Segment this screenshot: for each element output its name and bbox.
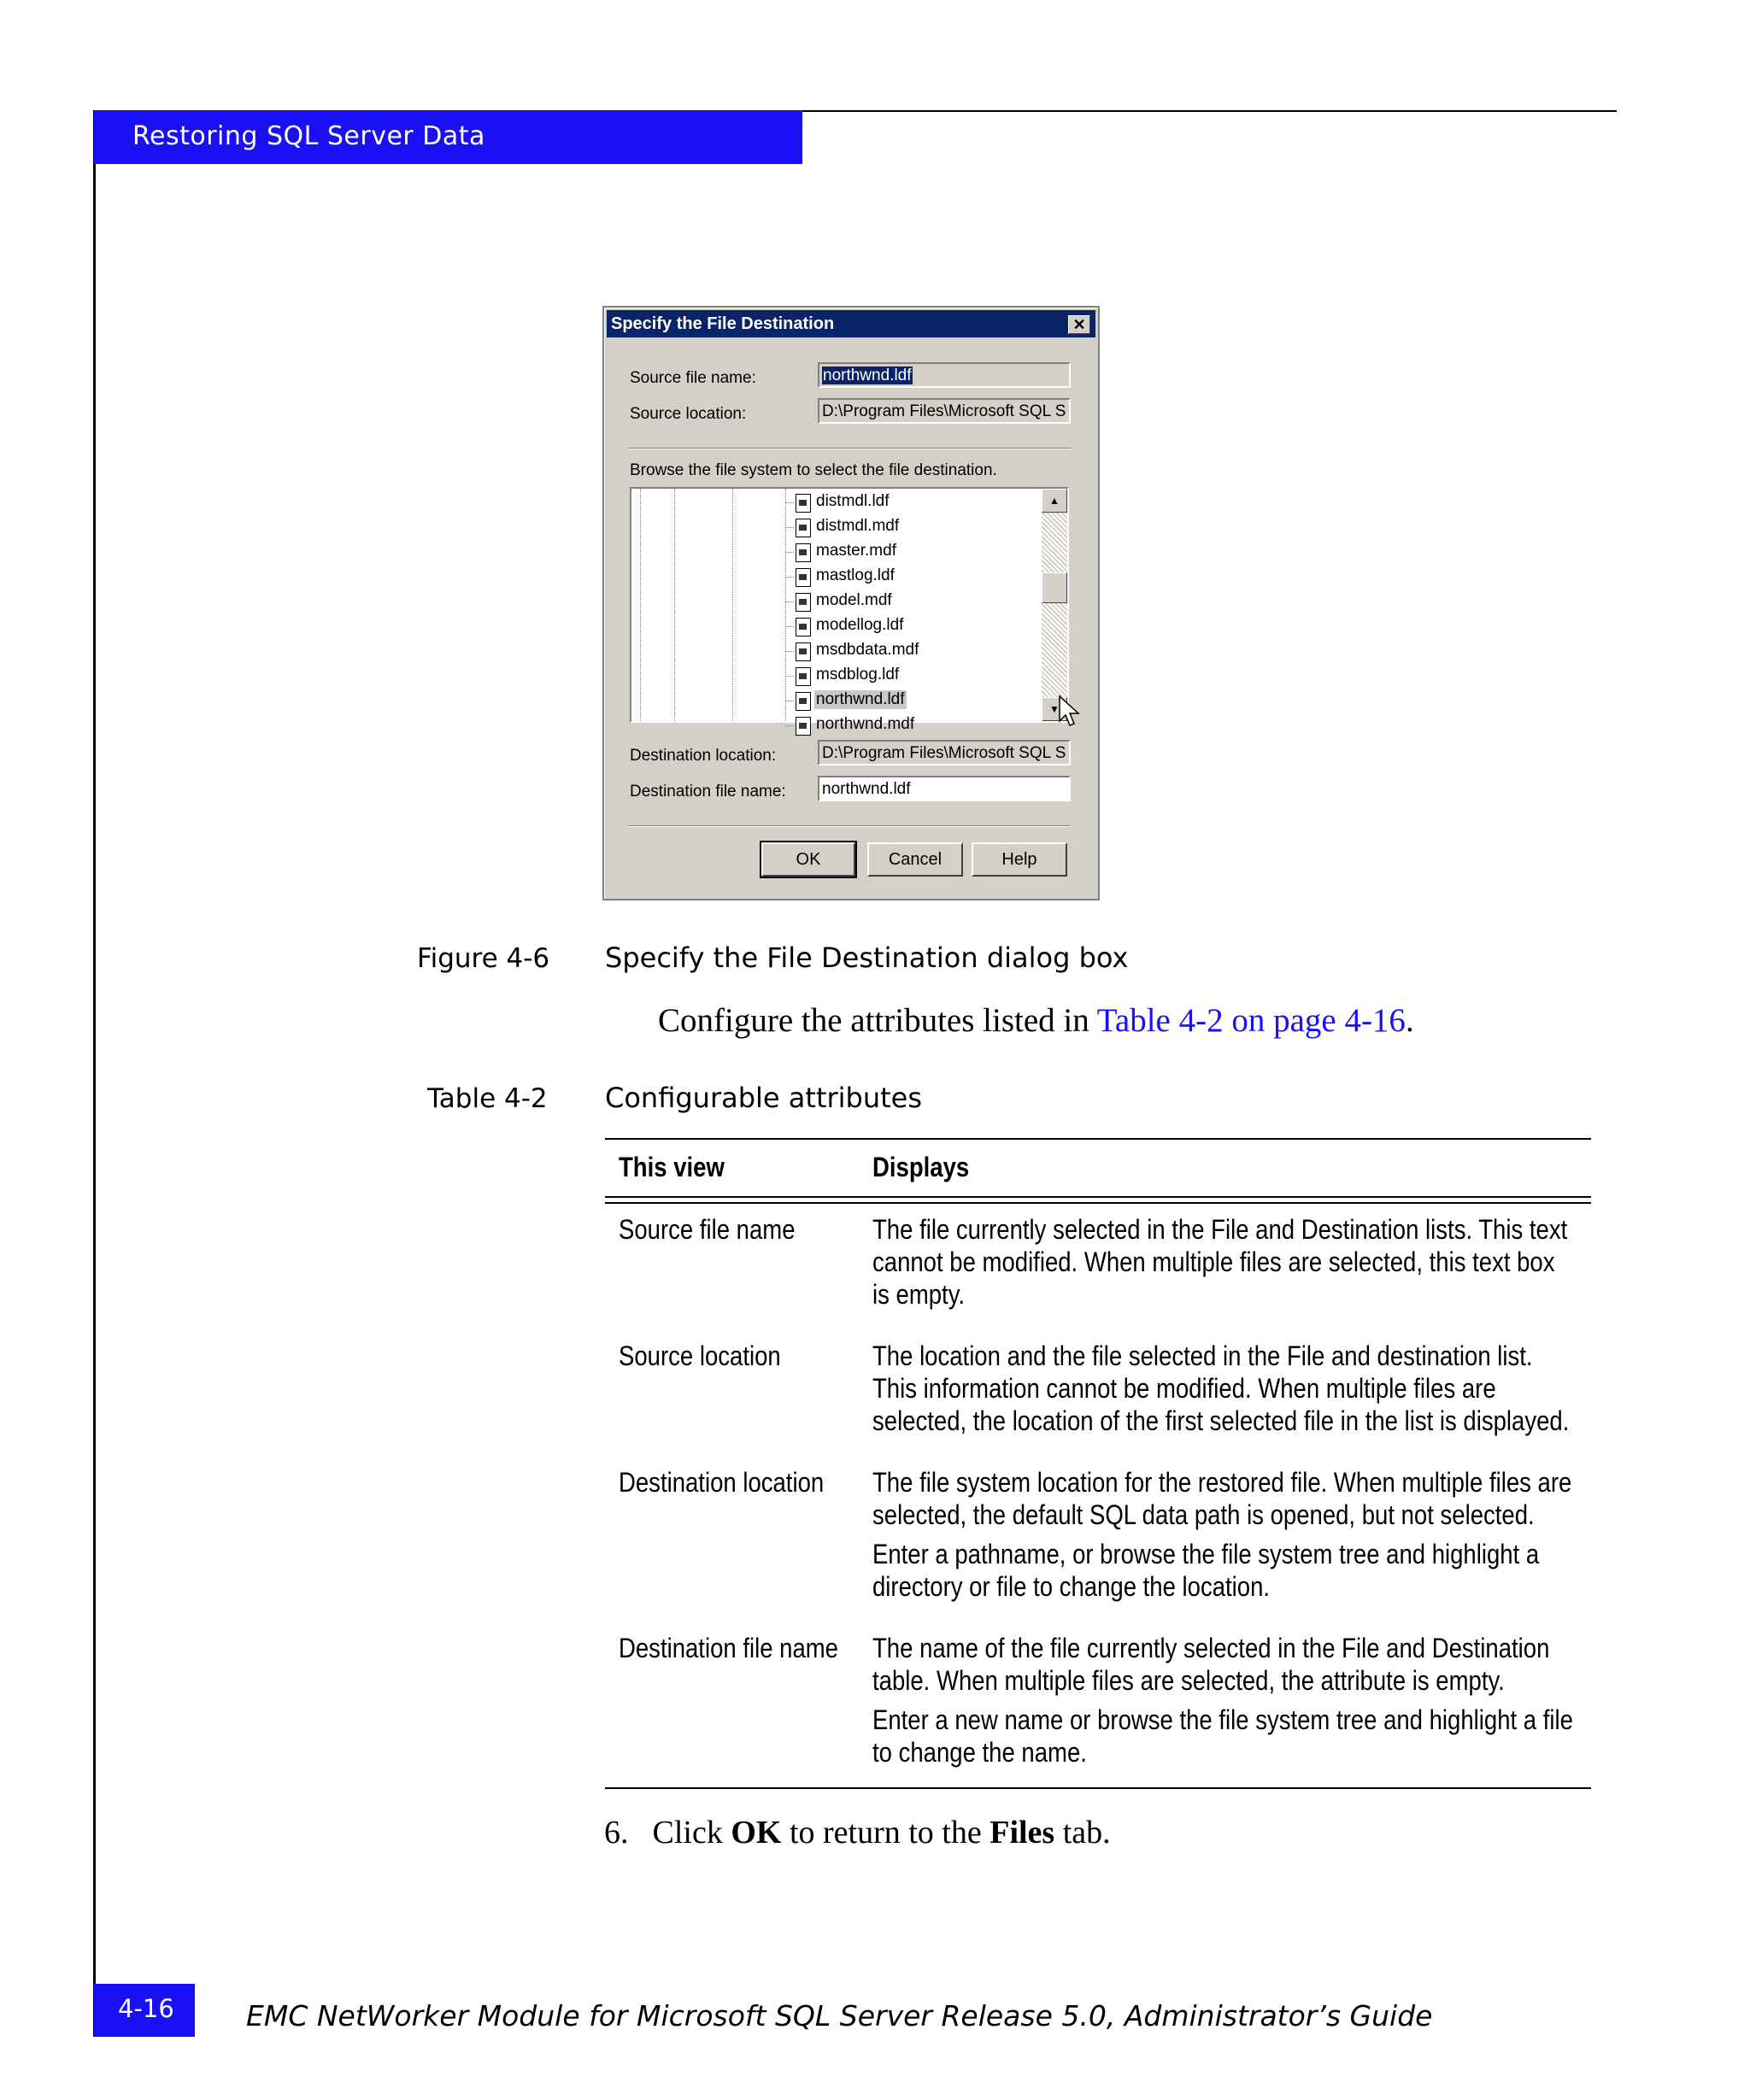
destination-file-name-input[interactable]: northwnd.ldf bbox=[818, 776, 1071, 801]
description-line: to change the name. bbox=[872, 1737, 1087, 1768]
description-line: table. When multiple files are selected, the attribute is empty. bbox=[872, 1665, 1505, 1696]
figure-number: Figure 4-6 bbox=[417, 943, 550, 974]
description-line: The file currently selected in the File and Destination lists. This text bbox=[872, 1214, 1568, 1245]
close-button[interactable] bbox=[1068, 315, 1090, 334]
cell-description bbox=[872, 1632, 1573, 1769]
database-file-icon bbox=[796, 494, 811, 513]
tree-file-label: msdblog.ldf bbox=[816, 666, 900, 683]
database-file-icon bbox=[796, 593, 811, 612]
step-text: Click bbox=[652, 1815, 731, 1851]
column-header-view: This view bbox=[619, 1152, 725, 1182]
cell-description bbox=[872, 1466, 1571, 1603]
source-location-label: Source location: bbox=[630, 405, 747, 423]
database-file-icon bbox=[796, 717, 811, 736]
cell-view: Source file name bbox=[619, 1214, 796, 1245]
source-file-name-value: northwnd.ldf bbox=[823, 367, 912, 384]
cell-view: Destination location bbox=[619, 1467, 825, 1498]
tree-connector bbox=[785, 725, 794, 726]
description-line: This information cannot be modified. When multiple files are bbox=[872, 1373, 1496, 1404]
left-margin-rule bbox=[93, 110, 96, 2037]
database-file-icon bbox=[796, 543, 811, 562]
destination-location-field[interactable]: D:\Program Files\Microsoft SQL S bbox=[818, 740, 1071, 766]
source-location-field[interactable]: D:\Program Files\Microsoft SQL S bbox=[818, 398, 1071, 424]
mouse-cursor-icon bbox=[1059, 695, 1081, 728]
tree-connector bbox=[785, 676, 794, 677]
intro-text: Configure the attributes listed in bbox=[658, 1002, 1097, 1039]
description-line: The location and the file selected in the File and destination list. bbox=[872, 1340, 1533, 1371]
tree-connector bbox=[785, 502, 794, 503]
description-line: selected, the location of the first selected file in the list is displayed. bbox=[872, 1405, 1570, 1436]
database-file-icon bbox=[796, 642, 811, 661]
tree-guide bbox=[674, 489, 675, 721]
tree-connector bbox=[785, 651, 794, 652]
separator bbox=[628, 825, 1071, 827]
table-title: Configurable attributes bbox=[605, 1082, 923, 1114]
column-header-displays: Displays bbox=[872, 1152, 970, 1182]
tree-connector bbox=[785, 527, 794, 528]
tree-file-label: distmdl.mdf bbox=[816, 517, 900, 535]
step-text: to return to the bbox=[781, 1815, 990, 1851]
dialog-titlebar bbox=[607, 310, 1095, 337]
table-header-rule bbox=[605, 1196, 1591, 1198]
description-line: The name of the file currently selected in the File and Destination bbox=[872, 1633, 1550, 1663]
help-button[interactable]: Help bbox=[972, 842, 1067, 877]
section-title: Restoring SQL Server Data bbox=[132, 121, 485, 151]
tree-file-label: master.mdf bbox=[816, 542, 896, 560]
step-text: tab. bbox=[1054, 1815, 1111, 1851]
dialog-title: Specify the File Destination bbox=[611, 314, 835, 333]
tree-file-label: northwnd.mdf bbox=[816, 715, 915, 733]
arrow-up-icon: ▲ bbox=[1049, 495, 1060, 507]
tree-connector bbox=[785, 577, 794, 578]
tree-file-label: distmdl.ldf bbox=[816, 492, 890, 510]
cancel-button[interactable]: Cancel bbox=[867, 842, 963, 877]
description-line: Enter a new name or browse the file system tree and highlight a file bbox=[872, 1704, 1573, 1735]
database-file-icon bbox=[796, 667, 811, 686]
file-destination-dialog bbox=[602, 306, 1100, 900]
tree-scrollbar[interactable] bbox=[1042, 489, 1067, 721]
footer-title: EMC NetWorker Module for Microsoft SQL Server Release 5.0, Administrator’s Guide bbox=[246, 1999, 1433, 2033]
source-file-name-label: Source file name: bbox=[630, 369, 756, 387]
cell-description bbox=[872, 1213, 1567, 1311]
description-line: cannot be modified. When multiple files are selected, this text box bbox=[872, 1247, 1555, 1277]
table-top-rule bbox=[605, 1138, 1591, 1140]
step-ok-keyword: OK bbox=[731, 1815, 782, 1851]
tree-guide bbox=[640, 489, 641, 721]
arrow-down-icon: ▼ bbox=[1049, 703, 1060, 715]
tree-file-label: msdbdata.mdf bbox=[816, 641, 919, 659]
cell-description bbox=[872, 1340, 1569, 1437]
tree-file-label: northwnd.ldf bbox=[816, 690, 905, 708]
separator bbox=[628, 448, 1071, 449]
table-bottom-rule bbox=[605, 1787, 1591, 1789]
file-system-tree[interactable] bbox=[630, 487, 1069, 733]
tree-connector bbox=[785, 626, 794, 627]
tree-connector bbox=[785, 601, 794, 602]
database-file-icon bbox=[796, 519, 811, 537]
intro-paragraph bbox=[658, 1001, 1414, 1040]
step-number: 6. bbox=[604, 1815, 629, 1851]
database-file-icon bbox=[796, 618, 811, 636]
destination-location-label: Destination location: bbox=[630, 747, 777, 765]
description-line: The file system location for the restored file. When multiple files are bbox=[872, 1467, 1572, 1498]
step-6 bbox=[604, 1814, 1111, 1851]
browse-label: Browse the file system to select the file destination. bbox=[630, 461, 997, 479]
tree-file-label: mastlog.ldf bbox=[816, 566, 895, 584]
table-number: Table 4-2 bbox=[427, 1083, 548, 1114]
description-line: directory or file to change the location. bbox=[872, 1571, 1271, 1602]
scroll-thumb[interactable] bbox=[1042, 572, 1067, 603]
cell-view: Destination file name bbox=[619, 1633, 838, 1663]
database-file-icon bbox=[796, 692, 811, 711]
tree-guide bbox=[732, 489, 733, 721]
table-link[interactable]: Table 4-2 on page 4-16 bbox=[1096, 1002, 1406, 1039]
description-line: is empty. bbox=[872, 1279, 966, 1310]
description-line: Enter a pathname, or browse the file system tree and highlight a bbox=[872, 1539, 1540, 1569]
cell-view: Source location bbox=[619, 1340, 781, 1371]
intro-text-end: . bbox=[1405, 1002, 1414, 1039]
ok-button[interactable]: OK bbox=[761, 842, 855, 877]
scroll-up-button[interactable] bbox=[1042, 489, 1067, 513]
tree-connector bbox=[785, 552, 794, 553]
close-icon: ✕ bbox=[1072, 316, 1086, 333]
figure-title: Specify the File Destination dialog box bbox=[605, 941, 1129, 974]
description-line: selected, the default SQL data path is opened, but not selected. bbox=[872, 1499, 1535, 1530]
page-number: 4-16 bbox=[118, 1994, 174, 2023]
tree-guide bbox=[785, 489, 786, 721]
destination-file-name-label: Destination file name: bbox=[630, 783, 786, 801]
tree-file-label: model.mdf bbox=[816, 591, 892, 609]
table-header-rule bbox=[605, 1202, 1591, 1204]
database-file-icon bbox=[796, 568, 811, 587]
step-files-keyword: Files bbox=[990, 1815, 1055, 1851]
source-file-name-field[interactable] bbox=[818, 362, 1071, 388]
tree-file-label: modellog.ldf bbox=[816, 616, 904, 634]
